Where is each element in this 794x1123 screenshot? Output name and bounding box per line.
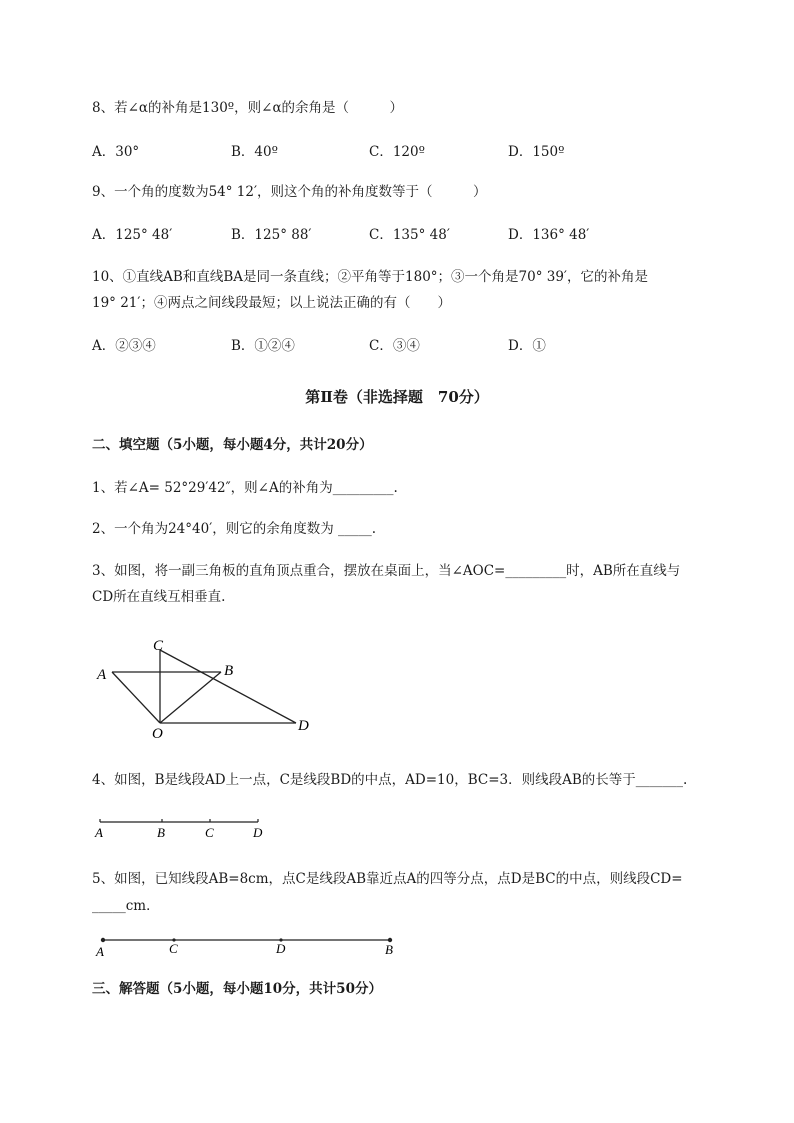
label-c: C [169,941,178,956]
label-d: D [298,718,309,734]
part2-title: 第Ⅱ卷（非选择题 70分） [305,388,489,406]
label-a: A [95,825,103,840]
q10-stem-line1: 10、①直线AB和直线BA是同一条直线；②平角等于180°；③一个角是70° 39′，它的补角是 [92,269,648,285]
q8-option-b: B．40º [231,144,278,160]
label-a: A [96,944,104,959]
label-b: B [385,942,393,957]
label-d: D [276,941,286,956]
label-b: B [157,825,165,840]
fill-q5-line2: _____cm． [92,898,160,914]
q3-figure [90,632,330,742]
section3-heading: 三、解答题（5小题，每小题10分，共计50分） [92,981,382,997]
fill-q4: 4、如图，B是线段AD上一点，C是线段BD的中点，AD=10，BC=3．则线段AB的长等于_______. [92,772,688,788]
q10-option-b: B．①②④ [231,338,295,354]
q5-figure [90,930,410,962]
fill-q3-line1: 3、如图，将一副三角板的直角顶点重合，摆放在桌面上，当∠AOC=_________时，AB所在直线与 [92,563,681,579]
q10-stem-line2: 19° 21′；④两点之间线段最短；以上说法正确的有（ ） [92,295,451,311]
section2-heading: 二、填空题（5小题，每小题4分，共计20分） [92,437,373,453]
q9-option-b: B．125° 88′ [231,227,312,243]
point-a [101,938,105,942]
label-a: A [97,667,107,683]
q9-option-a: A．125° 48′ [92,227,173,243]
label-b: B [224,663,234,679]
q9-option-c: C．135° 48′ [369,227,450,243]
fill-q3-line2: CD所在直线互相垂直. [92,589,226,605]
fill-q2: 2、一个角为24°40′，则它的余角度数为 _____. [92,521,377,537]
segment-ao [112,672,160,723]
q10-option-a: A．②③④ [92,338,156,354]
fill-q5-line1: 5、如图，已知线段AB=8cm，点C是线段AB靠近点A的四等分点，点D是BC的中点，则线段CD= [92,871,683,887]
q4-figure [90,812,280,844]
label-o: O [152,726,163,742]
label-c: C [153,638,164,654]
q8-option-d: D．150º [508,144,565,160]
q8-option-c: C．120º [369,144,425,160]
q9-stem: 9、一个角的度数为54° 12′，则这个角的补角度数等于（ ） [92,184,487,200]
segment-bo [160,672,221,723]
q10-option-d: D．① [508,338,546,354]
q8-option-a: A．30° [92,144,140,160]
q9-option-d: D．136° 48′ [508,227,590,243]
q8-stem: 8、若∠α的补角是130º，则∠α的余角是（ ） [92,100,404,116]
label-d: D [253,825,263,840]
segment-cd [160,650,296,723]
fill-q1: 1、若∠A= 52°29′42″，则∠A的补角为_________. [92,480,398,496]
q10-option-c: C．③④ [369,338,420,354]
label-c: C [205,825,214,840]
